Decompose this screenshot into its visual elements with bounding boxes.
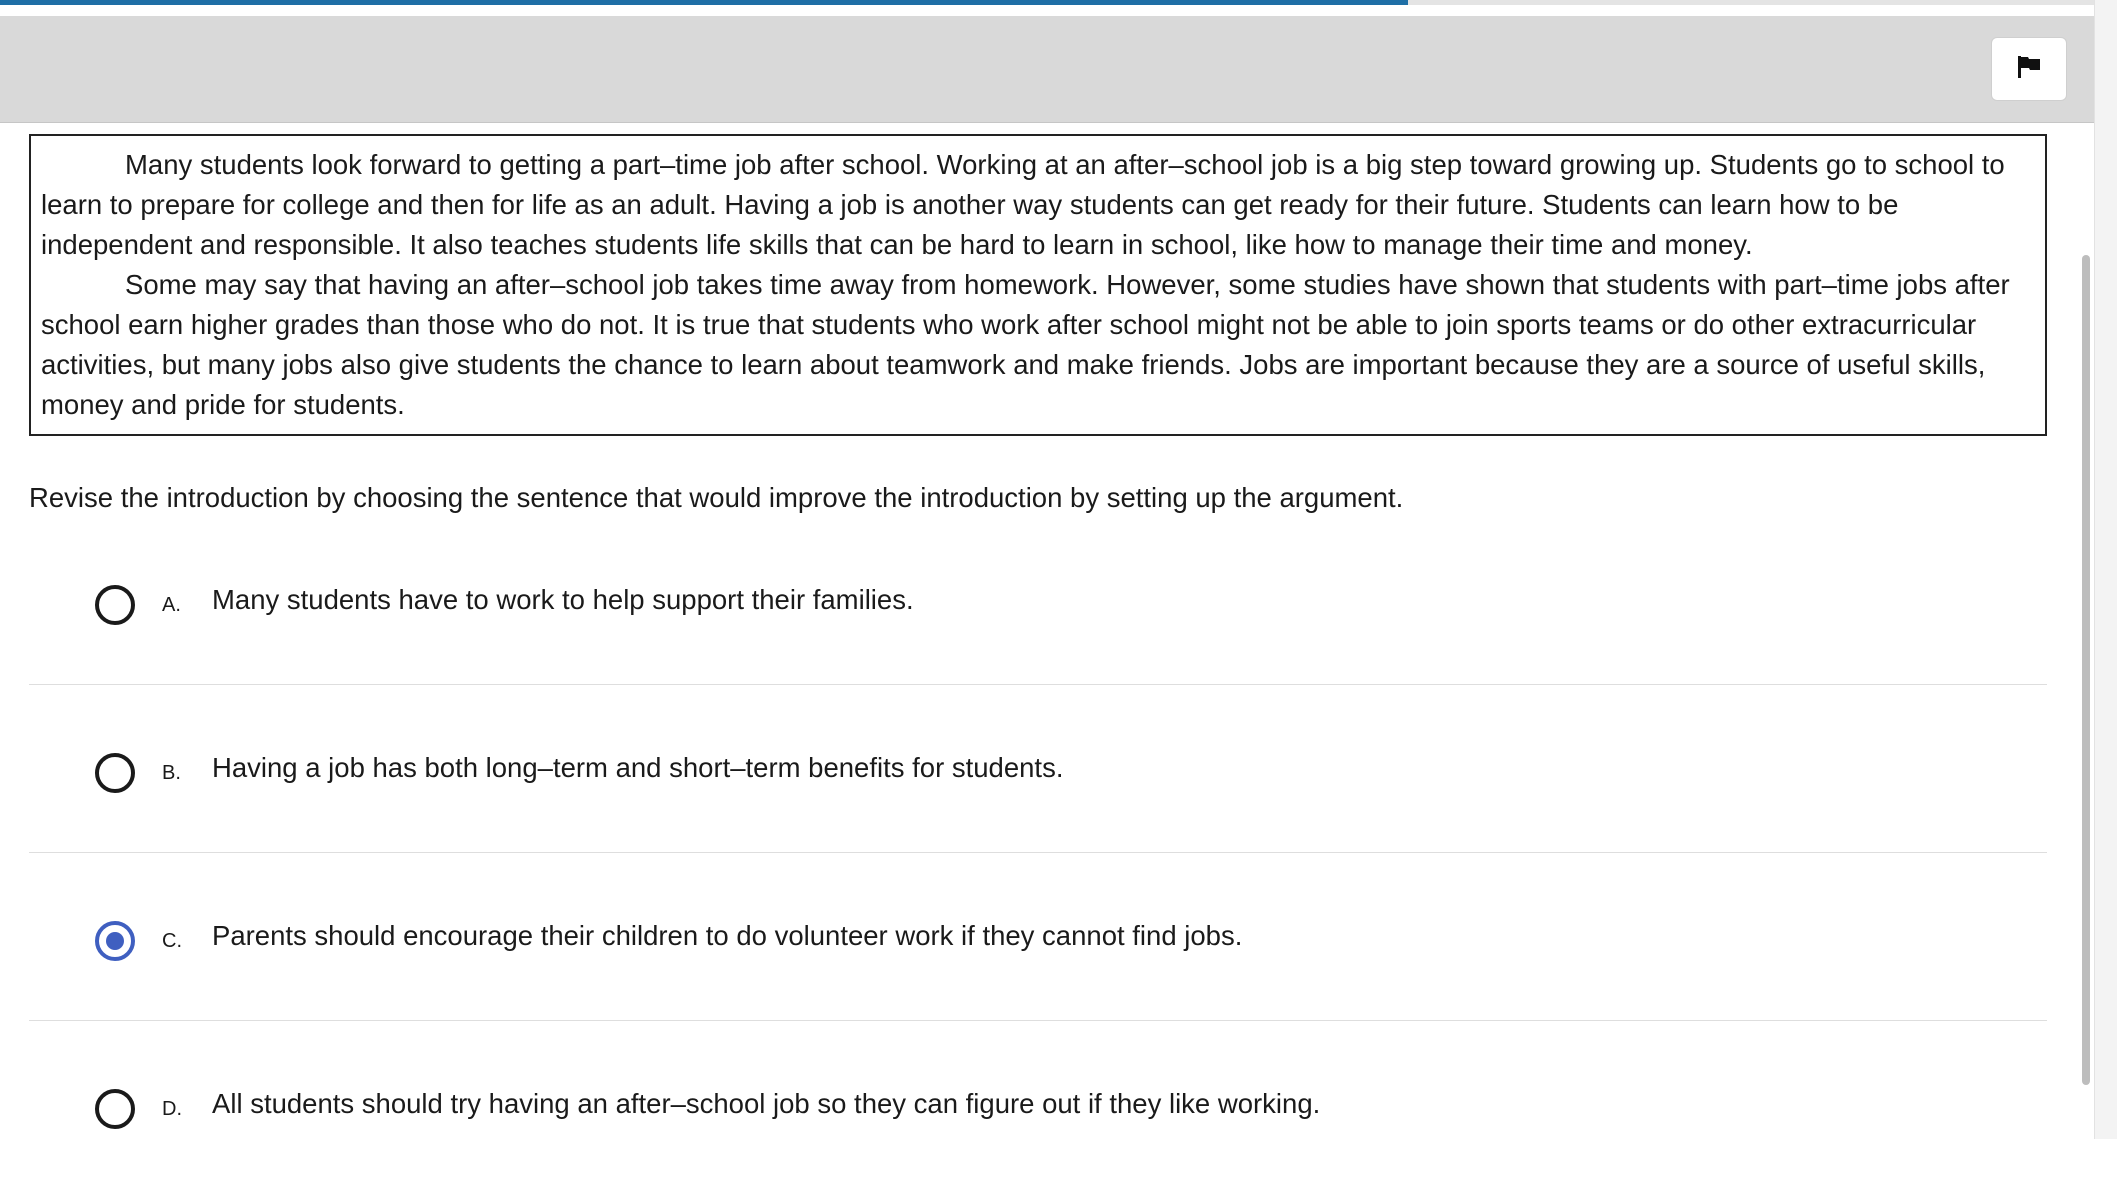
progress-bar-fill <box>0 0 1408 5</box>
answer-option-a[interactable] <box>29 517 2047 685</box>
flag-icon <box>2016 55 2042 84</box>
flag-button[interactable] <box>1991 37 2067 101</box>
scrollbar-track[interactable] <box>2094 0 2117 1139</box>
option-letter: B. <box>162 762 181 784</box>
option-text: Having a job has both long–term and short–term benefits for students. <box>212 752 1064 783</box>
reading-passage <box>29 134 2047 436</box>
passage-paragraph: Many students look forward to getting a part–time job after school. Working at an after–school job is a big step toward growing up. Students go to school to learn to prepare for college and then for life as an adult. Having a job is another way students can get ready for their future. Students can learn how to be independent and responsible. It also teaches students life skills that can be hard to learn in school, like how to manage their time and money. <box>41 149 2005 260</box>
radio-button-d[interactable] <box>95 1089 135 1129</box>
option-letter: C. <box>162 930 182 952</box>
question-prompt: Revise the introduction by choosing the sentence that would improve the introduction by setting up the argument. <box>29 482 1404 513</box>
answer-option-d[interactable] <box>29 1021 2047 1189</box>
option-letter: A. <box>162 594 181 616</box>
option-letter: D. <box>162 1098 182 1120</box>
radio-button-c[interactable] <box>95 921 135 961</box>
header-bar <box>0 16 2094 123</box>
answer-option-b[interactable] <box>29 685 2047 853</box>
scrollbar-thumb[interactable] <box>2082 255 2090 1085</box>
option-text: Parents should encourage their children to do volunteer work if they cannot find jobs. <box>212 920 1243 951</box>
progress-bar <box>0 0 2117 5</box>
answer-option-c[interactable] <box>29 853 2047 1021</box>
radio-button-a[interactable] <box>95 585 135 625</box>
option-text: Many students have to work to help support their families. <box>212 584 914 615</box>
passage-paragraph: Some may say that having an after–school job takes time away from homework. However, some studies have shown that students with part–time jobs after school earn higher grades than those who do not. It is true that students who work after school might not be able to join sports teams or do other extracurricular activities, but many jobs also give students the chance to learn about teamwork and make friends. Jobs are important because they are a source of useful skills, money and pride for students. <box>41 269 2010 420</box>
option-text: All students should try having an after–school job so they can figure out if they like working. <box>212 1088 1321 1119</box>
radio-button-b[interactable] <box>95 753 135 793</box>
